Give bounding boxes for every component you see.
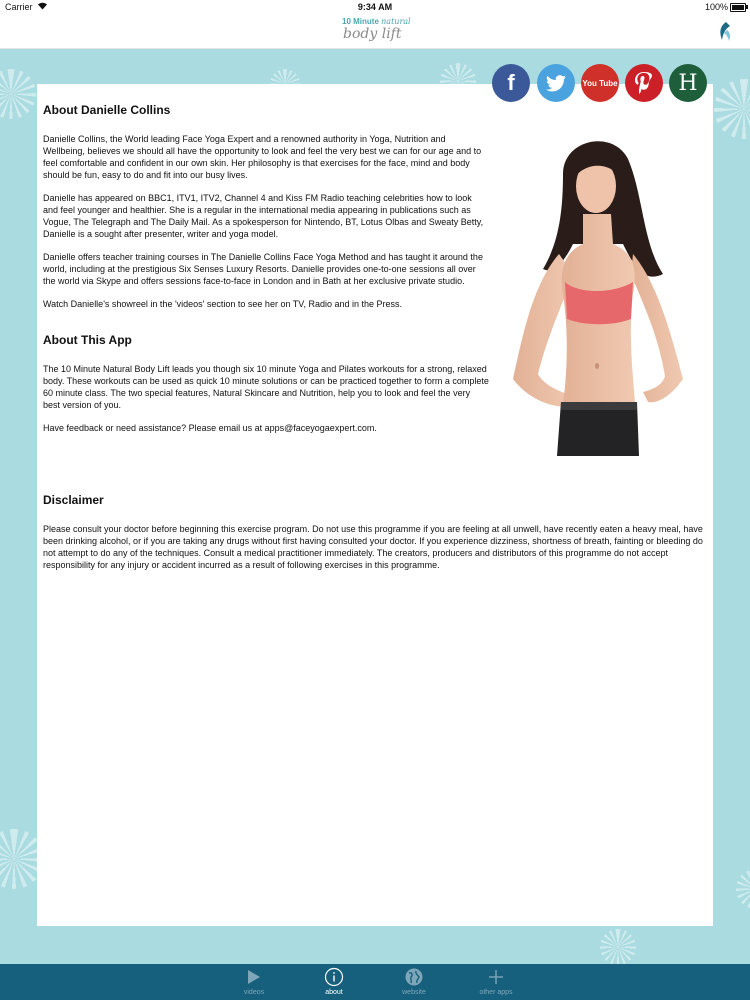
h-glyph: H <box>678 70 698 96</box>
decor-flower <box>600 929 636 965</box>
twitter-icon[interactable] <box>537 64 575 102</box>
about-danielle-paragraph: Danielle has appeared on BBC1, ITV1, ITV2, Channel 4 and Kiss FM Radio teaching celebrities how to look and feel younger and healthier. She is a regular in the international media appearing in publications such as Vogue, The Telegraph and The Daily Mail. As a spokesperson for Nintendo, BT, Lotus Olbas and Sweaty Betty, Danielle is a sought after presenter, writer and yoga model. <box>43 193 484 239</box>
disclaimer-section <box>43 494 705 571</box>
info-icon <box>304 967 364 987</box>
decor-flower <box>0 69 36 119</box>
battery-tip <box>746 5 748 9</box>
tab-other-apps[interactable] <box>466 967 526 996</box>
logo-line2: body lift <box>343 26 402 42</box>
logo-number: 10 <box>342 17 351 26</box>
about-app-paragraph: The 10 Minute Natural Body Lift leads you though six 10 minute Yoga and Pilates workouts for a strong, relaxed body. These workouts can be used as quick 10 minute solutions or can be practiced together to form a complete 60 minute class. The two special features, Natural Skincare and Nutrition, help you to look and feel the very best version of you. <box>43 364 489 410</box>
about-danielle-paragraph: Danielle Collins, the World leading Face Yoga Expert and a renowned authority in Yoga, Nutrition and Wellbeing, believes we should all have the opportunity to look and feel the very best we can for our age and to feel comfortable and confident in our own skin. Her philosophy is that exercises for the face, mind and body should be fun, easy to do and fit into our busy lives. <box>43 134 482 180</box>
clock: 9:34 AM <box>357 2 393 12</box>
tab-website[interactable] <box>384 967 444 996</box>
logo-line1 <box>342 17 411 26</box>
disclaimer-text: Please consult your doctor before beginning this exercise program. Do not use this programme if you are feeling at all unwell, have recently eaten a heavy meal, have been drinking alcohol, or if you are taking any drugs without first having consulted your doctor. If you experience dizziness, shortness of breath, fainting or bleeding do not attempt to do any of the techniques. Consult a medical practitioner immediately. The creators, producers and distributors of this programme do not accept responsibility for any injury or accident incurred as a result of following exercises in this programme. <box>43 524 703 570</box>
tab-label: other apps <box>479 989 513 996</box>
brand-icon[interactable] <box>714 20 736 42</box>
pinterest-icon[interactable] <box>625 64 663 102</box>
about-app-title: About This App <box>43 333 132 347</box>
disclaimer-title: Disclaimer <box>43 493 104 507</box>
logo-word: Minute <box>353 17 379 26</box>
tab-label: website <box>402 989 426 996</box>
feedback-paragraph: Have feedback or need assistance? Please email us at apps@faceyogaexpert.com. <box>43 423 377 433</box>
globe-icon <box>384 967 444 987</box>
facebook-icon[interactable] <box>492 64 530 102</box>
status-bar <box>0 0 750 14</box>
app-logo <box>340 17 412 47</box>
decor-flower <box>714 79 750 139</box>
content-card <box>37 84 713 926</box>
battery-percent: 100% <box>704 2 728 12</box>
play-icon <box>224 967 284 987</box>
social-links <box>492 64 708 102</box>
h-icon[interactable] <box>669 64 707 102</box>
youtube-label: You Tube <box>582 78 618 88</box>
tab-label: about <box>325 989 343 996</box>
decor-flower <box>736 869 750 909</box>
tab-videos[interactable] <box>224 967 284 996</box>
carrier-label: Carrier <box>5 2 33 12</box>
plus-icon <box>466 967 526 987</box>
tab-bar <box>0 964 750 1000</box>
about-danielle-title: About Danielle Collins <box>43 103 171 117</box>
about-content <box>43 104 489 445</box>
battery-icon <box>730 3 746 12</box>
logo-script: natural <box>381 17 411 26</box>
tab-about[interactable] <box>304 967 364 996</box>
youtube-icon[interactable] <box>581 64 619 102</box>
about-danielle-paragraph: Danielle offers teacher training courses in The Danielle Collins Face Yoga Method and has taught it around the world, including at the prestigious Six Senses Luxury Resorts. Danielle provides one-to-one sessions all over the world via Skype and offers sessions face-to-face in London and in Bath at her exclusive private studio. <box>43 252 483 286</box>
danielle-photo <box>493 134 693 456</box>
tab-label: videos <box>243 989 265 996</box>
nav-header <box>0 14 750 49</box>
about-danielle-paragraph: Watch Danielle's showreel in the 'videos' section to see her on TV, Radio and in the Press. <box>43 299 403 309</box>
facebook-glyph: f <box>507 70 515 95</box>
